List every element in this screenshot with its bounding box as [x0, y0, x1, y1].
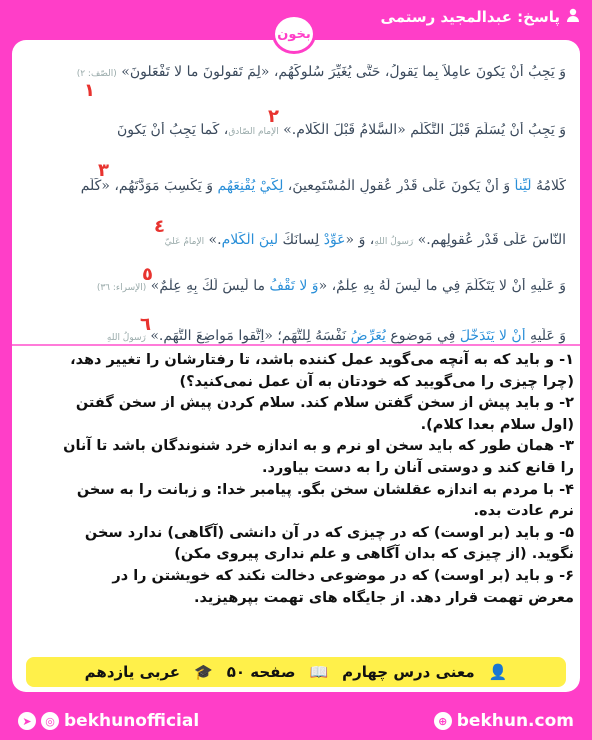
number-marker-4: ٤ — [154, 216, 165, 237]
number-marker-2: ٢ — [268, 106, 279, 127]
answer-text: پاسخ: عبدالمجید رستمی — [380, 8, 560, 26]
page-label: صفحه ۵۰ — [226, 663, 296, 681]
logo-text: بخون — [277, 26, 311, 42]
arabic-line-2: وَ يَجِبُ أَنْ يُسَلِّمَ قَبْلَ التَّكَلُّمِ «السَّلامُ قَبْلَ الْكَلامِ.» الإمام الصّادق، كَما يَجِبُ أَنْ يَكونَ — [116, 122, 566, 138]
number-marker-6: ٦ — [140, 314, 151, 335]
answer-credit — [381, 8, 580, 26]
arabic-line-5: وَ عَلَيهِ أَنْ لا يَتَكَلَّمَ فِي ما لَيسَ لَهُ بِهِ عِلْمٌ، «وَ لا تَقْفُ ما لَيسَ لَكَ بِهِ عِلْمٌ» (الإسراء: ٣٦) — [96, 278, 566, 294]
translation-line: ۴- با مردم به اندازه عقلشان سخن بگو. پیامبر خدا: و زبانت را به سخن — [76, 481, 574, 498]
lesson-label: معنی درس چهارم — [342, 663, 475, 681]
translation-line: ۵- و باید (بر اوست) که در چیزی که در آن دانشی (آگاهی) ندارد سخن — [84, 524, 574, 541]
translation-line: را قانع کند و دوستی آنان را به دست بیاورد. — [261, 459, 574, 476]
translation-line: ۶- و باید (بر اوست) که در موضوعی دخالت نکند که خویشتن را در — [112, 567, 574, 584]
translation-line: ۱- و باید که به آنچه می‌گوید عمل کننده باشد، تا رفتارشان را تغییر دهد، — [70, 352, 574, 368]
number-marker-5: ٥ — [142, 264, 153, 285]
arabic-line-1: وَ يَجِبُ أَنْ يَكونَ عامِلاً بِما يَقولُ، حَتَّى يُغَيِّرَ سُلوكَهُم، «لِمَ تَقولونَ ما لا تَفْعَلونَ» (الصّف: ٢) — [76, 64, 566, 80]
user-icon — [566, 8, 580, 26]
social-handle[interactable] — [18, 711, 199, 731]
number-marker-3: ٣ — [98, 160, 109, 181]
lesson-info-bar — [26, 657, 566, 687]
translation-line: (چرا چیزی را می‌گویید که خودتان به آن عمل نمی‌کنید؟) — [179, 373, 574, 390]
section-divider — [12, 344, 580, 346]
arabic-line-3: كَلامُهُ لَيِّناً وَ أَنْ يَكونَ عَلَى قَدْرِ عُقولِ الْمُسْتَمِعينَ، لِكَيْ يُقْنِعَهُم وَ يَكْسِبَ مَوَدَّتَهُم، «كَلِّمِ — [80, 178, 566, 194]
book-icon: 📖 — [309, 663, 329, 681]
instagram-handle: bekhunofficial — [64, 711, 200, 731]
bekhun-logo — [272, 14, 316, 54]
translation-line: ۲- و باید پیش از سخن گفتن سلام کند. سلام کردن پیش از سخن گفتن — [75, 395, 574, 412]
telegram-icon: ➤ — [18, 712, 36, 730]
subject-label: عربی یازدهم — [84, 663, 181, 681]
translation-line: نرم عادت بده. — [473, 503, 574, 520]
teacher-icon: 👤 — [488, 663, 508, 681]
arabic-line-6: وَ عَلَيهِ أَنْ لا يَتَدَخَّلَ فِي مَوضوعٍ يُعَرِّضُ نَفْسَهُ لِلتُّهَمِ؛ «اِتَّقوا مَواضِعَ التُّهَمِ.» رَسولُ اللهِ — [106, 328, 566, 344]
arabic-line-4: النّاسَ عَلَى قَدْرِ عُقولِهِم.» رَسولُ اللهِ، وَ «عَوِّدْ لِسانَكَ لينَ الْكَلامِ.» الإمامُ عَليّ — [164, 232, 566, 248]
globe-icon: ⊕ — [434, 712, 452, 730]
persian-translation — [14, 350, 574, 609]
translation-line: (اول سلام بعدا کلام). — [420, 416, 574, 433]
website-text: bekhun.com — [456, 711, 574, 731]
translation-line: نگوید. (از چیزی که بدان آگاهی و علم نداری پیروی مکن) — [174, 546, 574, 563]
translation-line: ۳- همان طور که باید سخن او نرم و به اندازه خرد شنوندگان باشد تا آنان — [63, 438, 574, 455]
translation-line: معرض تهمت قرار دهد. از جایگاه های تهمت بپرهیزید. — [193, 589, 574, 606]
number-marker-1: ١ — [84, 80, 95, 101]
website-link[interactable] — [434, 711, 574, 731]
social-footer — [0, 702, 592, 740]
instagram-icon: ◎ — [41, 712, 59, 730]
graduation-cap-icon: 🎓 — [194, 663, 213, 681]
